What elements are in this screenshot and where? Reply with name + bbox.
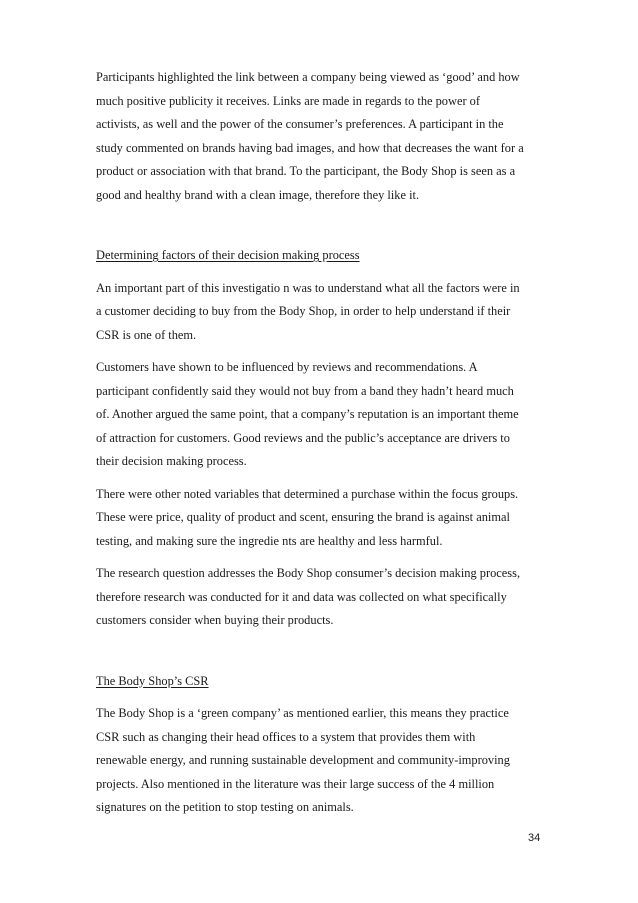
text-line: of. Another argued the same point, that a company’s reputation is an important theme (96, 407, 519, 421)
paragraph-green-company (96, 702, 546, 820)
text-line: much positive publicity it receives. Links are made in regards to the power of (96, 93, 480, 108)
text-line: therefore research was conducted for it and data was collected on what specifically (96, 589, 507, 604)
text-line: product or association with that brand. To the participant, the Body Shop is seen as a (96, 164, 516, 178)
text-line: a customer deciding to buy from the Body Shop, in order to help understand if their (96, 304, 511, 318)
text-line: The research question addresses the Body Shop consumer’s decision making process, (96, 566, 521, 580)
text-line: projects. Also mentioned in the literature was their large success of the 4 million (96, 776, 495, 791)
text-line: participant confidently said they would not buy from a band they hadn’t heard much (96, 383, 514, 398)
text-line: An important part of this investigatio n was to understand what all the factors were in (96, 280, 520, 295)
text-line: study commented on brands having bad images, and how that decreases the want for a (96, 140, 524, 155)
page-number: 34 (528, 832, 541, 844)
text-line: These were price, quality of product and scent, ensuring the brand is against animal (96, 510, 510, 524)
text-line: their decision making process. (96, 454, 247, 468)
text-line: CSR such as changing their head offices to a system that provides them with (96, 729, 476, 744)
section-heading-body-shop-csr: The Body Shop’s CSR (96, 673, 209, 688)
text-line: CSR is one of them. (96, 327, 197, 342)
text-line: signatures on the petition to stop testing on animals. (96, 800, 354, 814)
paragraph-publicity (96, 66, 546, 207)
paragraph-research-question (96, 562, 546, 633)
section-heading-decision-factors: Determining factors of their decision making process (96, 248, 360, 262)
text-line: Customers have shown to be influenced by reviews and recommendations. A (96, 360, 478, 374)
text-line: activists, as well and the power of the consumer’s preferences. A participant in the (96, 117, 504, 131)
text-line: Participants highlighted the link between a company being viewed as ‘good’ and how (96, 70, 520, 84)
text-line: testing, and making sure the ingredie nts are healthy and less harmful. (96, 533, 443, 548)
text-line: There were other noted variables that determined a purchase within the focus groups. (96, 486, 519, 501)
text-line: of attraction for customers. Good reviews and the public’s acceptance are drivers to (96, 430, 510, 445)
text-line: renewable energy, and running sustainable development and community-improving (96, 753, 510, 767)
text-line: customers consider when buying their products. (96, 613, 334, 627)
text-line: good and healthy brand with a clean image, therefore they like it. (96, 187, 420, 202)
paragraph-variables (96, 483, 546, 554)
paragraph-reviews (96, 356, 546, 474)
paragraph-investigation (96, 277, 546, 348)
text-line: The Body Shop is a ‘green company’ as mentioned earlier, this means they practice (96, 706, 509, 720)
page-body (96, 66, 546, 820)
